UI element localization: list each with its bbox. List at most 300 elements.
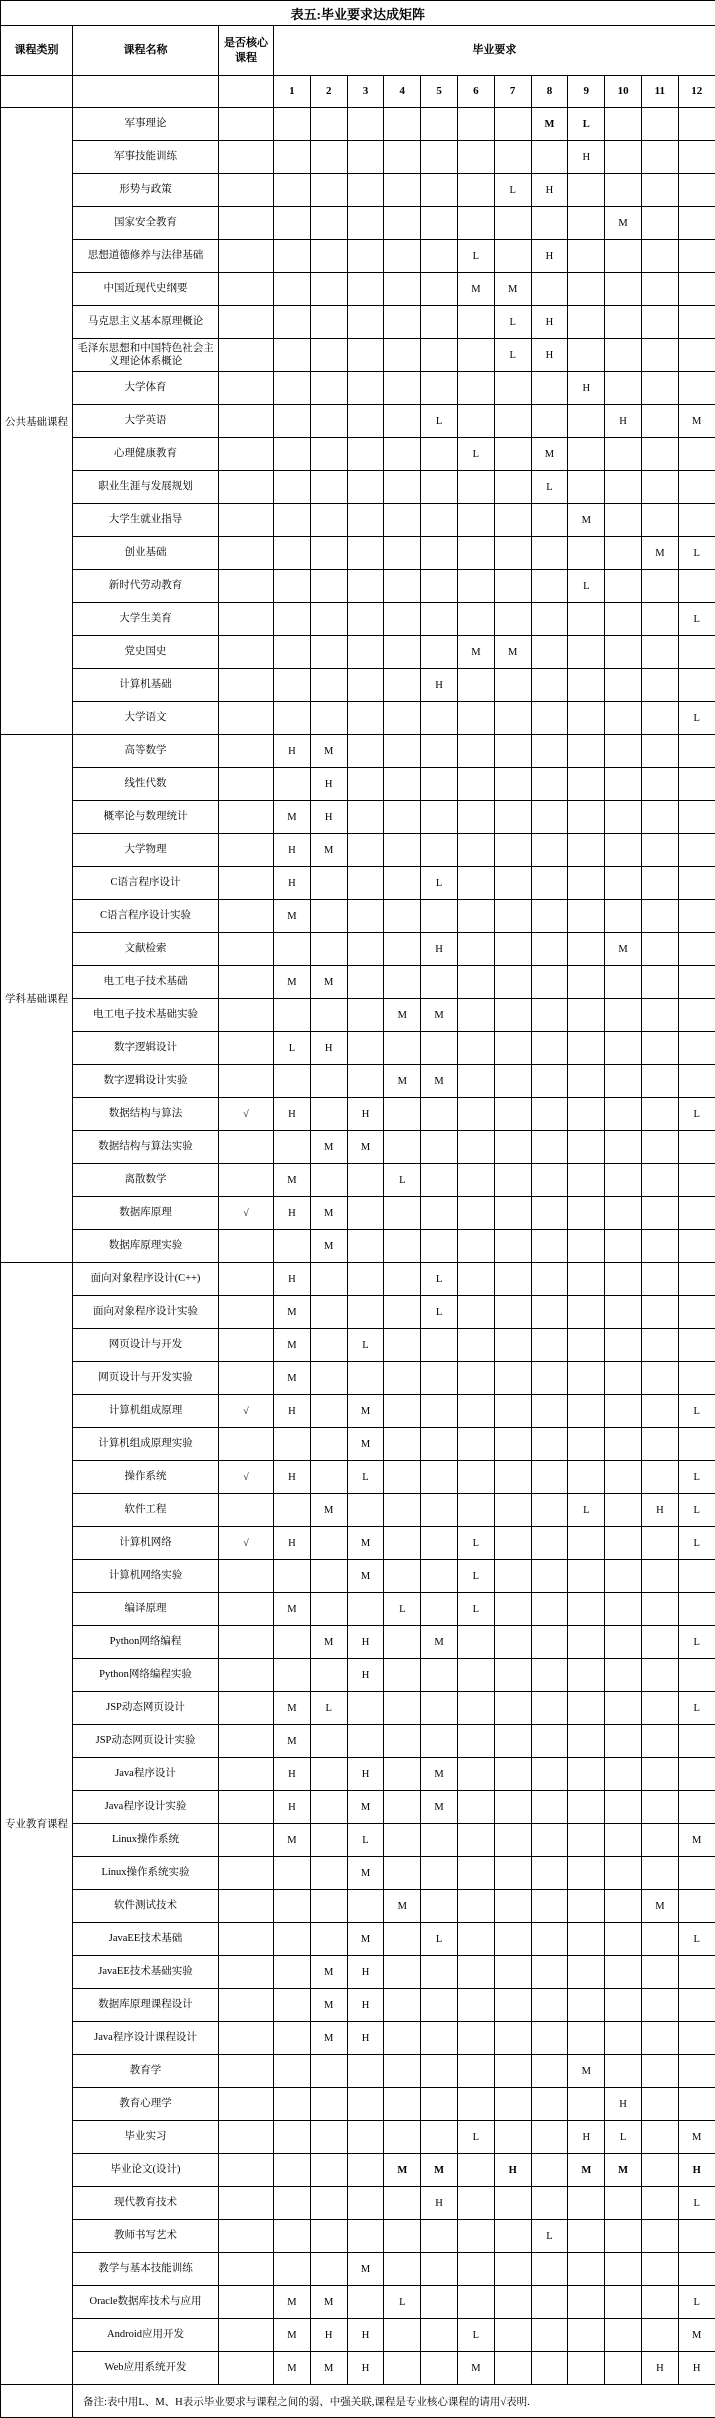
req-cell: M bbox=[310, 2286, 347, 2319]
req-cell bbox=[531, 1263, 568, 1296]
req-cell bbox=[568, 174, 605, 207]
course-name-cell: 心理健康教育 bbox=[73, 438, 219, 471]
req-cell: M bbox=[605, 933, 642, 966]
req-cell bbox=[347, 438, 384, 471]
req-cell bbox=[274, 2022, 311, 2055]
req-cell bbox=[568, 1890, 605, 1923]
req-cell: M bbox=[310, 834, 347, 867]
table-row bbox=[1, 2220, 715, 2253]
core-course-cell bbox=[219, 1362, 274, 1395]
page-title: 表五:毕业要求达成矩阵 bbox=[1, 1, 715, 26]
req-cell bbox=[494, 2121, 531, 2154]
course-name-cell: 军事理论 bbox=[73, 108, 219, 141]
req-cell: M bbox=[421, 1626, 458, 1659]
req-cell bbox=[678, 2253, 715, 2286]
core-course-cell bbox=[219, 1989, 274, 2022]
req-col-header: 5 bbox=[421, 76, 458, 108]
req-cell bbox=[310, 1461, 347, 1494]
req-cell bbox=[568, 2220, 605, 2253]
core-course-cell bbox=[219, 1692, 274, 1725]
req-cell bbox=[605, 1296, 642, 1329]
course-name-cell: Oracle数据库技术与应用 bbox=[73, 2286, 219, 2319]
core-course-cell bbox=[219, 2220, 274, 2253]
req-cell bbox=[678, 801, 715, 834]
req-cell bbox=[384, 405, 421, 438]
req-cell bbox=[568, 1395, 605, 1428]
table-row bbox=[1, 2055, 715, 2088]
req-cell bbox=[641, 999, 678, 1032]
req-cell bbox=[568, 1824, 605, 1857]
req-cell bbox=[568, 1725, 605, 1758]
req-cell bbox=[641, 273, 678, 306]
req-cell bbox=[641, 2253, 678, 2286]
req-cell bbox=[494, 2286, 531, 2319]
req-cell bbox=[274, 2187, 311, 2220]
core-course-cell bbox=[219, 1560, 274, 1593]
req-cell bbox=[421, 1725, 458, 1758]
req-cell bbox=[568, 2286, 605, 2319]
req-cell bbox=[494, 537, 531, 570]
course-name-cell: Java程序设计 bbox=[73, 1758, 219, 1791]
req-cell bbox=[568, 834, 605, 867]
req-cell bbox=[641, 1725, 678, 1758]
req-cell bbox=[274, 999, 311, 1032]
core-course-cell bbox=[219, 1725, 274, 1758]
req-cell: M bbox=[310, 966, 347, 999]
table-row bbox=[1, 1164, 715, 1197]
course-name-cell: Web应用系统开发 bbox=[73, 2352, 219, 2385]
req-cell: L bbox=[347, 1329, 384, 1362]
req-cell bbox=[457, 702, 494, 735]
req-cell bbox=[641, 1692, 678, 1725]
req-cell: M bbox=[457, 2352, 494, 2385]
req-cell: H bbox=[347, 1989, 384, 2022]
table-row bbox=[1, 966, 715, 999]
core-course-cell bbox=[219, 2121, 274, 2154]
table-row bbox=[1, 603, 715, 636]
req-col-header: 1 bbox=[274, 76, 311, 108]
req-cell bbox=[641, 240, 678, 273]
req-cell bbox=[384, 2121, 421, 2154]
req-cell bbox=[274, 339, 311, 372]
course-name-cell: 线性代数 bbox=[73, 768, 219, 801]
req-cell bbox=[568, 537, 605, 570]
req-cell: H bbox=[310, 801, 347, 834]
req-cell bbox=[531, 2088, 568, 2121]
req-cell bbox=[347, 405, 384, 438]
table-row bbox=[1, 240, 715, 273]
req-cell bbox=[310, 2154, 347, 2187]
core-course-cell bbox=[219, 1923, 274, 1956]
req-cell: L bbox=[274, 1032, 311, 1065]
req-cell bbox=[384, 1989, 421, 2022]
req-cell: M bbox=[347, 1560, 384, 1593]
req-cell bbox=[494, 1461, 531, 1494]
header-empty-cell bbox=[219, 76, 274, 108]
req-cell bbox=[457, 1791, 494, 1824]
req-cell: H bbox=[347, 1956, 384, 1989]
req-cell bbox=[605, 1098, 642, 1131]
req-cell bbox=[641, 174, 678, 207]
header-empty-cell bbox=[1, 76, 73, 108]
req-cell bbox=[678, 1560, 715, 1593]
req-cell bbox=[678, 141, 715, 174]
req-cell bbox=[494, 1956, 531, 1989]
course-name-cell: Android应用开发 bbox=[73, 2319, 219, 2352]
req-cell bbox=[494, 1989, 531, 2022]
req-cell bbox=[384, 1362, 421, 1395]
req-cell bbox=[494, 801, 531, 834]
req-cell: H bbox=[531, 240, 568, 273]
course-name-cell: 软件工程 bbox=[73, 1494, 219, 1527]
req-cell: L bbox=[457, 2319, 494, 2352]
core-course-cell bbox=[219, 1791, 274, 1824]
req-cell bbox=[310, 1329, 347, 1362]
req-cell bbox=[274, 1857, 311, 1890]
req-cell bbox=[641, 966, 678, 999]
req-cell: M bbox=[310, 1197, 347, 1230]
req-cell bbox=[457, 1494, 494, 1527]
req-cell bbox=[678, 174, 715, 207]
req-cell bbox=[310, 1164, 347, 1197]
req-cell bbox=[310, 405, 347, 438]
req-cell bbox=[274, 1560, 311, 1593]
course-name-cell: 马克思主义基本原理概论 bbox=[73, 306, 219, 339]
req-cell bbox=[457, 1428, 494, 1461]
req-cell bbox=[457, 1923, 494, 1956]
course-name-cell: 大学物理 bbox=[73, 834, 219, 867]
table-row bbox=[1, 1428, 715, 1461]
req-cell: M bbox=[678, 2121, 715, 2154]
core-course-cell bbox=[219, 1956, 274, 1989]
req-cell bbox=[605, 1329, 642, 1362]
title-row bbox=[1, 1, 715, 26]
core-course-cell bbox=[219, 1329, 274, 1362]
req-cell: L bbox=[384, 1593, 421, 1626]
req-cell: M bbox=[494, 273, 531, 306]
req-cell bbox=[457, 471, 494, 504]
req-cell: H bbox=[494, 2154, 531, 2187]
req-cell bbox=[457, 2154, 494, 2187]
req-cell bbox=[384, 1461, 421, 1494]
table-row bbox=[1, 2319, 715, 2352]
req-cell bbox=[531, 1395, 568, 1428]
req-cell bbox=[641, 1362, 678, 1395]
req-cell bbox=[384, 702, 421, 735]
req-cell bbox=[494, 1857, 531, 1890]
req-cell: H bbox=[531, 339, 568, 372]
req-cell bbox=[384, 504, 421, 537]
req-cell: L bbox=[310, 1692, 347, 1725]
req-cell bbox=[347, 240, 384, 273]
req-cell bbox=[568, 1593, 605, 1626]
table-row bbox=[1, 1890, 715, 1923]
req-cell: H bbox=[568, 141, 605, 174]
req-cell bbox=[274, 108, 311, 141]
req-cell bbox=[421, 372, 458, 405]
course-name-cell: 大学体育 bbox=[73, 372, 219, 405]
req-cell: M bbox=[347, 1923, 384, 1956]
req-cell bbox=[678, 669, 715, 702]
req-cell bbox=[605, 768, 642, 801]
req-cell: M bbox=[605, 207, 642, 240]
course-name-cell: 教学与基本技能训练 bbox=[73, 2253, 219, 2286]
req-cell bbox=[421, 2220, 458, 2253]
table-row bbox=[1, 735, 715, 768]
req-cell bbox=[678, 108, 715, 141]
req-cell bbox=[641, 735, 678, 768]
req-cell bbox=[641, 2022, 678, 2055]
req-cell: M bbox=[347, 1527, 384, 1560]
req-cell bbox=[641, 1164, 678, 1197]
req-cell: M bbox=[568, 2154, 605, 2187]
req-cell bbox=[568, 1329, 605, 1362]
note-row bbox=[1, 2385, 715, 2418]
req-cell bbox=[384, 108, 421, 141]
req-cell bbox=[457, 2088, 494, 2121]
req-cell bbox=[605, 1593, 642, 1626]
req-cell: L bbox=[678, 1527, 715, 1560]
req-cell bbox=[678, 867, 715, 900]
table-row bbox=[1, 1461, 715, 1494]
req-cell bbox=[678, 1296, 715, 1329]
req-cell bbox=[605, 1527, 642, 1560]
req-cell bbox=[531, 1593, 568, 1626]
req-cell bbox=[457, 1032, 494, 1065]
req-cell bbox=[641, 1923, 678, 1956]
req-cell bbox=[568, 900, 605, 933]
req-cell bbox=[641, 306, 678, 339]
req-cell bbox=[678, 1164, 715, 1197]
course-name-cell: Java程序设计实验 bbox=[73, 1791, 219, 1824]
req-cell bbox=[641, 834, 678, 867]
core-course-cell bbox=[219, 471, 274, 504]
req-cell bbox=[568, 471, 605, 504]
req-cell bbox=[347, 504, 384, 537]
core-course-cell bbox=[219, 1065, 274, 1098]
req-cell bbox=[678, 1197, 715, 1230]
req-cell bbox=[347, 207, 384, 240]
req-cell bbox=[494, 1230, 531, 1263]
req-cell bbox=[641, 372, 678, 405]
req-cell bbox=[568, 405, 605, 438]
req-cell bbox=[384, 636, 421, 669]
core-course-cell bbox=[219, 306, 274, 339]
req-cell bbox=[494, 702, 531, 735]
req-cell bbox=[678, 1857, 715, 1890]
course-name-cell: 大学语文 bbox=[73, 702, 219, 735]
req-cell bbox=[605, 1395, 642, 1428]
req-cell bbox=[457, 108, 494, 141]
req-cell: M bbox=[310, 1956, 347, 1989]
req-cell bbox=[421, 1362, 458, 1395]
table-row bbox=[1, 636, 715, 669]
req-cell bbox=[678, 372, 715, 405]
req-cell: H bbox=[274, 735, 311, 768]
req-cell: H bbox=[274, 1263, 311, 1296]
course-name-cell: 现代教育技术 bbox=[73, 2187, 219, 2220]
req-cell bbox=[274, 702, 311, 735]
req-cell bbox=[457, 1263, 494, 1296]
req-cell bbox=[494, 1131, 531, 1164]
req-cell: M bbox=[274, 1329, 311, 1362]
course-name-cell: 毛泽东思想和中国特色社会主义理论体系概论 bbox=[73, 339, 219, 372]
req-cell bbox=[568, 306, 605, 339]
req-cell: H bbox=[568, 2121, 605, 2154]
req-cell: L bbox=[678, 2187, 715, 2220]
req-cell bbox=[641, 1626, 678, 1659]
req-cell bbox=[494, 1626, 531, 1659]
core-course-cell bbox=[219, 2286, 274, 2319]
table-row bbox=[1, 2352, 715, 2385]
req-cell bbox=[678, 1428, 715, 1461]
req-cell bbox=[605, 2352, 642, 2385]
course-name-cell: 教育学 bbox=[73, 2055, 219, 2088]
req-cell bbox=[641, 1791, 678, 1824]
req-cell: H bbox=[274, 1527, 311, 1560]
core-course-cell bbox=[219, 1164, 274, 1197]
req-cell bbox=[605, 1989, 642, 2022]
req-cell bbox=[457, 2253, 494, 2286]
req-cell bbox=[531, 2352, 568, 2385]
course-name-cell: JavaEE技术基础 bbox=[73, 1923, 219, 1956]
req-cell: L bbox=[347, 1461, 384, 1494]
header-course-name: 课程名称 bbox=[73, 26, 219, 76]
req-cell bbox=[384, 570, 421, 603]
req-cell: M bbox=[494, 636, 531, 669]
req-cell bbox=[457, 735, 494, 768]
req-cell bbox=[310, 1923, 347, 1956]
req-cell bbox=[641, 141, 678, 174]
req-cell bbox=[310, 900, 347, 933]
table-row bbox=[1, 1230, 715, 1263]
table-row bbox=[1, 702, 715, 735]
req-cell bbox=[494, 1197, 531, 1230]
req-cell bbox=[384, 1395, 421, 1428]
req-cell bbox=[494, 2352, 531, 2385]
req-cell bbox=[421, 1659, 458, 1692]
req-cell bbox=[384, 1824, 421, 1857]
req-cell bbox=[347, 306, 384, 339]
core-course-cell bbox=[219, 999, 274, 1032]
table-row bbox=[1, 1131, 715, 1164]
req-cell bbox=[678, 834, 715, 867]
req-cell bbox=[347, 702, 384, 735]
req-cell bbox=[494, 1659, 531, 1692]
req-cell bbox=[421, 1131, 458, 1164]
req-cell bbox=[678, 504, 715, 537]
req-col-header: 9 bbox=[568, 76, 605, 108]
course-name-cell: 数据库原理实验 bbox=[73, 1230, 219, 1263]
req-cell bbox=[494, 471, 531, 504]
req-cell bbox=[384, 1626, 421, 1659]
req-cell: H bbox=[421, 933, 458, 966]
req-cell: M bbox=[310, 1989, 347, 2022]
req-cell bbox=[384, 2253, 421, 2286]
req-cell: L bbox=[457, 1560, 494, 1593]
req-cell bbox=[641, 207, 678, 240]
req-cell bbox=[568, 1032, 605, 1065]
req-cell bbox=[421, 174, 458, 207]
req-cell bbox=[641, 1329, 678, 1362]
req-cell: L bbox=[678, 1626, 715, 1659]
table-row bbox=[1, 141, 715, 174]
core-course-cell bbox=[219, 273, 274, 306]
req-cell bbox=[605, 2220, 642, 2253]
req-cell bbox=[678, 2088, 715, 2121]
req-cell bbox=[568, 339, 605, 372]
req-cell bbox=[531, 2253, 568, 2286]
req-cell bbox=[605, 1362, 642, 1395]
req-cell bbox=[531, 933, 568, 966]
table-row bbox=[1, 1560, 715, 1593]
req-cell bbox=[641, 1824, 678, 1857]
course-name-cell: 数字逻辑设计实验 bbox=[73, 1065, 219, 1098]
req-cell bbox=[457, 1296, 494, 1329]
req-cell bbox=[494, 1065, 531, 1098]
req-cell bbox=[421, 471, 458, 504]
core-course-cell bbox=[219, 2022, 274, 2055]
req-cell: L bbox=[568, 1494, 605, 1527]
req-cell bbox=[531, 900, 568, 933]
req-cell bbox=[421, 2286, 458, 2319]
req-cell bbox=[347, 603, 384, 636]
req-cell bbox=[274, 306, 311, 339]
table-row bbox=[1, 273, 715, 306]
req-cell bbox=[531, 2319, 568, 2352]
req-cell: H bbox=[274, 1098, 311, 1131]
req-cell bbox=[421, 1560, 458, 1593]
req-cell bbox=[678, 1329, 715, 1362]
req-cell bbox=[568, 1296, 605, 1329]
req-cell bbox=[641, 2055, 678, 2088]
req-cell bbox=[421, 603, 458, 636]
req-cell: L bbox=[384, 1164, 421, 1197]
req-cell bbox=[457, 1989, 494, 2022]
core-course-cell bbox=[219, 2253, 274, 2286]
req-cell bbox=[494, 1758, 531, 1791]
req-cell bbox=[274, 1428, 311, 1461]
table-row bbox=[1, 1296, 715, 1329]
req-cell bbox=[568, 1857, 605, 1890]
req-cell: H bbox=[347, 1626, 384, 1659]
req-cell bbox=[568, 966, 605, 999]
req-cell bbox=[605, 174, 642, 207]
core-course-cell bbox=[219, 636, 274, 669]
req-cell bbox=[641, 900, 678, 933]
req-cell: L bbox=[678, 1692, 715, 1725]
req-cell bbox=[678, 1989, 715, 2022]
req-cell bbox=[457, 603, 494, 636]
req-cell bbox=[494, 405, 531, 438]
req-cell: H bbox=[347, 1098, 384, 1131]
req-cell bbox=[347, 1725, 384, 1758]
req-cell bbox=[421, 108, 458, 141]
core-course-cell bbox=[219, 2088, 274, 2121]
req-col-header: 6 bbox=[457, 76, 494, 108]
req-cell: M bbox=[310, 735, 347, 768]
table-row bbox=[1, 900, 715, 933]
req-cell bbox=[605, 2319, 642, 2352]
req-cell bbox=[384, 1230, 421, 1263]
core-course-cell bbox=[219, 867, 274, 900]
req-cell bbox=[384, 768, 421, 801]
req-cell bbox=[457, 2220, 494, 2253]
req-cell: M bbox=[347, 1791, 384, 1824]
req-cell: L bbox=[457, 438, 494, 471]
req-cell bbox=[457, 1065, 494, 1098]
req-cell bbox=[347, 1032, 384, 1065]
